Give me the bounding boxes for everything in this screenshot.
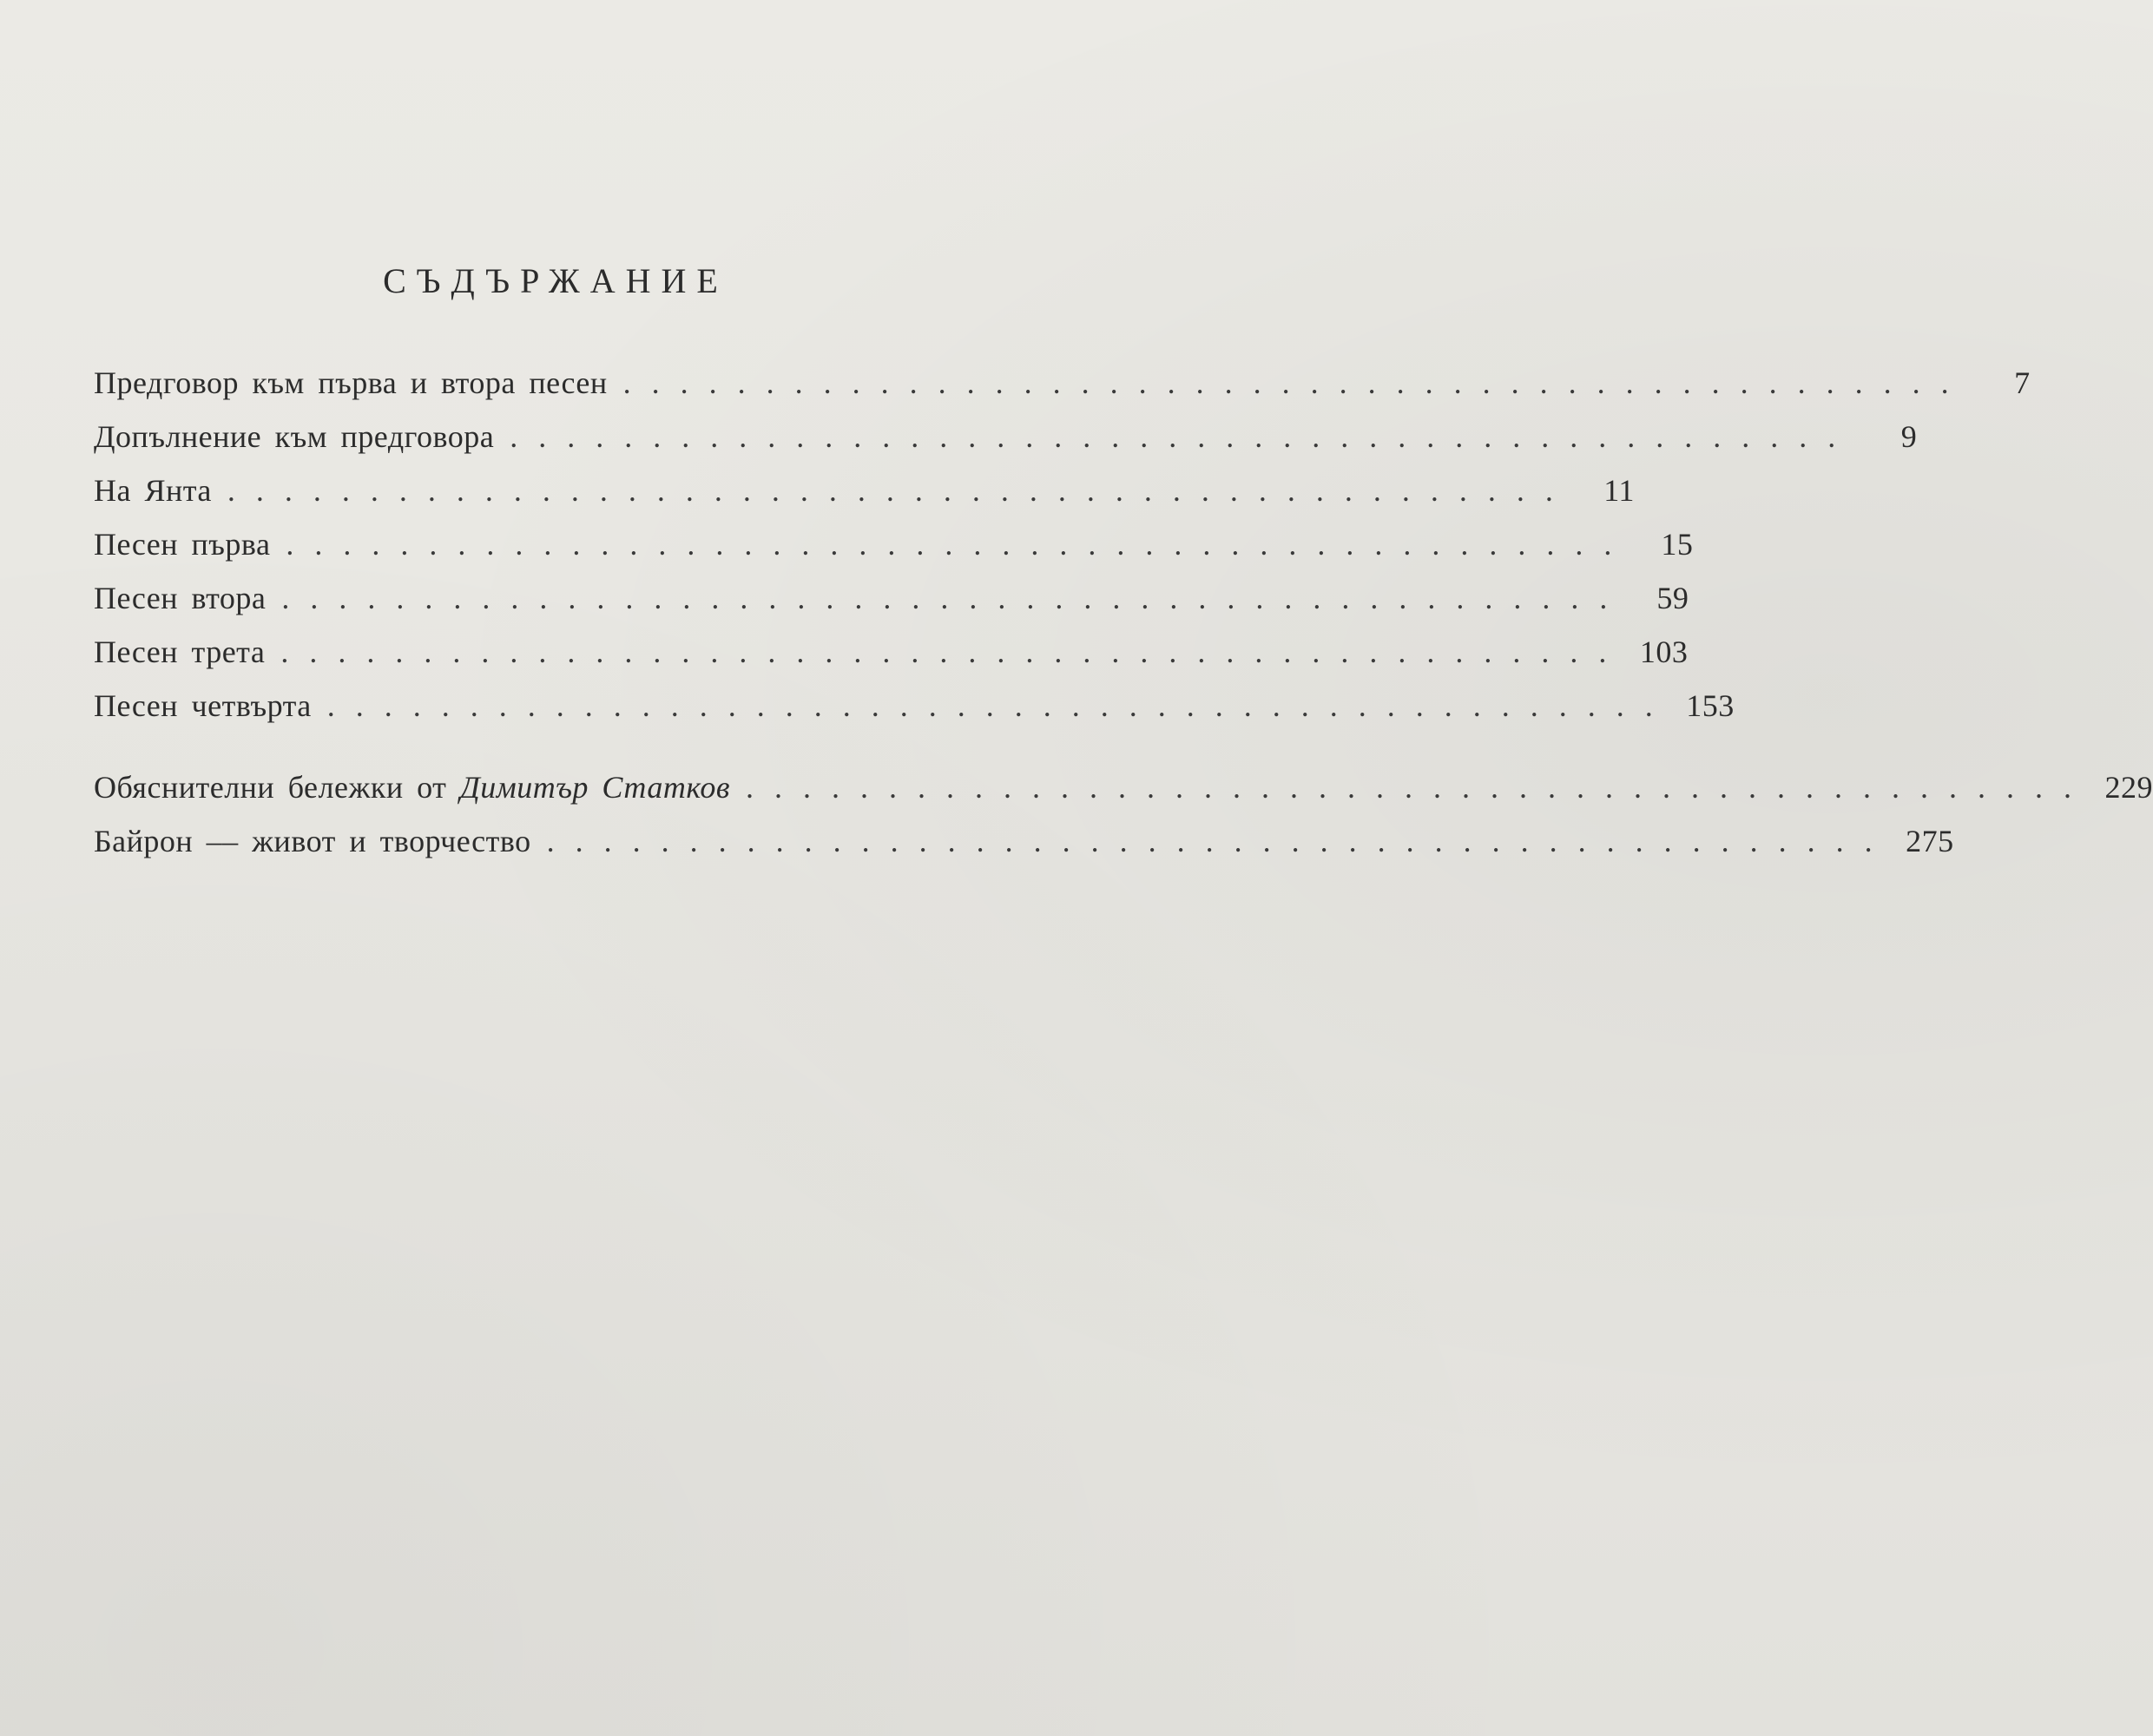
toc-entry-label: Песен трета xyxy=(94,635,266,669)
toc-entry-label: Песен втора xyxy=(94,581,267,615)
dot-leader: ............................................... xyxy=(546,824,1893,858)
toc-entry-page: 59 xyxy=(1656,581,1689,615)
toc-entry xyxy=(94,580,1689,634)
toc-entry-page: 9 xyxy=(1900,419,1918,454)
toc-entry-page: 103 xyxy=(1639,635,1689,669)
dot-leader: ............................................... xyxy=(510,419,1857,454)
dot-leader: ............................................... xyxy=(622,365,1970,400)
toc-entry xyxy=(94,687,1735,741)
toc-entry xyxy=(94,769,2153,823)
toc-entry xyxy=(94,634,1689,687)
toc-entry-page: 7 xyxy=(2014,365,2031,400)
toc-entry-page: 153 xyxy=(1686,688,1735,723)
toc-entry-label-text: Обяснителни бележки от xyxy=(94,770,447,805)
toc-entry-author: Димитър Статков xyxy=(459,770,730,805)
toc-entry xyxy=(94,418,1918,472)
toc-entry-label: Песен четвърта xyxy=(94,688,312,723)
toc-entry-label: Предговор към първа и втора песен xyxy=(94,365,608,400)
dot-leader: ............................................... xyxy=(280,635,1628,669)
table-of-contents xyxy=(94,365,2153,877)
toc-entry xyxy=(94,526,1694,580)
dot-leader: ............................................... xyxy=(281,581,1629,615)
toc-entry-page: 15 xyxy=(1661,527,1694,562)
toc-entry-label: Песен първа xyxy=(94,527,271,562)
toc-entry xyxy=(94,823,1954,877)
toc-entry xyxy=(94,472,1635,526)
toc-entry xyxy=(94,365,2031,418)
toc-entry-label: Байрон –– живот и творчество xyxy=(94,824,531,858)
toc-entry-page: 229 xyxy=(2104,770,2153,805)
dot-leader: ............................................... xyxy=(745,770,2092,805)
toc-entry-label: На Янта xyxy=(94,473,212,508)
toc-entry-page: 275 xyxy=(1906,824,1954,858)
toc-entry-label xyxy=(94,769,730,806)
page-title: СЪДЪРЖАНИЕ xyxy=(383,261,728,300)
dot-leader: ............................................... xyxy=(326,688,1674,723)
dot-leader: ............................................... xyxy=(227,473,1574,508)
toc-entry-page: 11 xyxy=(1603,473,1635,508)
toc-entry-label: Допълнение към предговора xyxy=(94,419,495,454)
dot-leader: ............................................... xyxy=(286,527,1633,562)
